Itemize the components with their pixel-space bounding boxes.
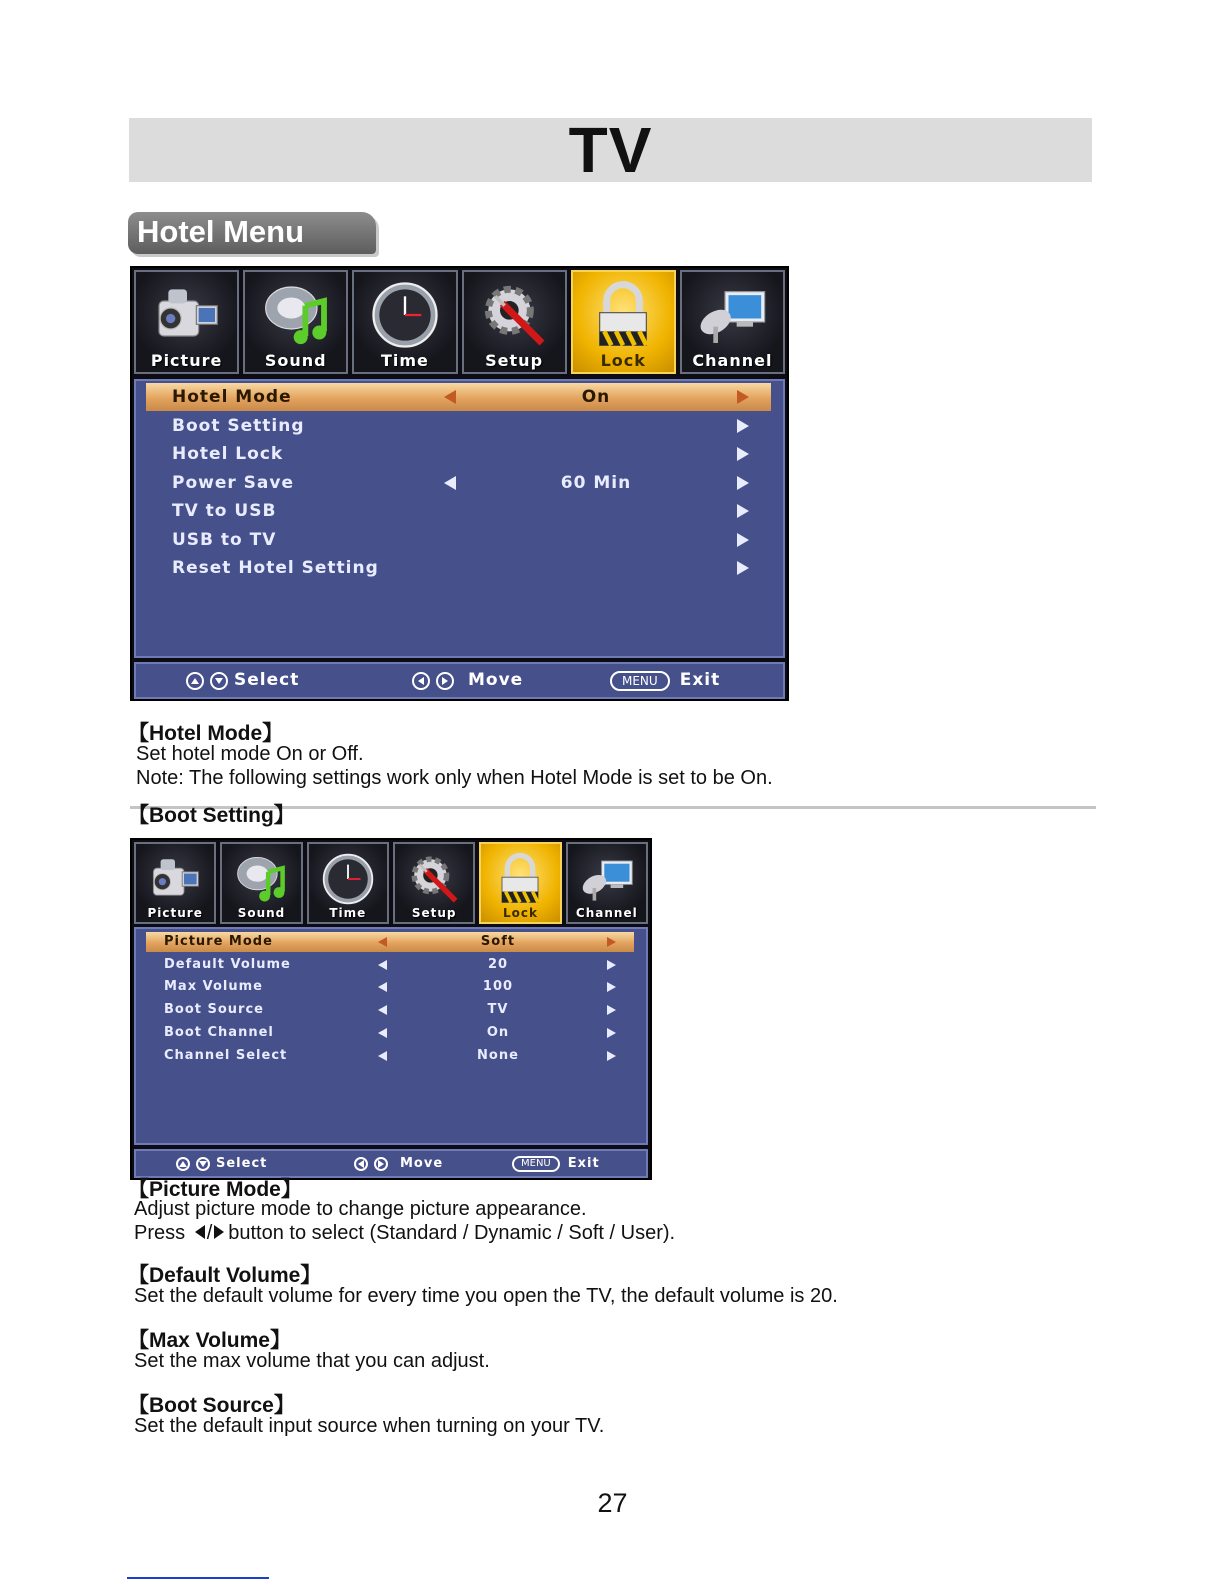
menu-row-label: Boot Setting — [172, 415, 305, 436]
exit-hint — [610, 664, 720, 697]
exit-hint — [512, 1151, 600, 1176]
default-volume-line1: Set the default volume for every time you open the TV, the default volume is 20. — [134, 1285, 838, 1307]
gear-screwdriver-icon — [479, 280, 549, 355]
tab-time[interactable] — [352, 270, 457, 374]
chevron-right-icon[interactable] — [607, 937, 616, 947]
tab-label: Setup — [485, 351, 544, 370]
move-label: Move — [468, 670, 524, 690]
right-icon — [374, 1157, 388, 1171]
chevron-right-icon[interactable] — [607, 982, 616, 992]
chevron-left-icon[interactable] — [378, 1005, 387, 1015]
left-arrow-icon — [195, 1225, 205, 1239]
footer-rule — [127, 1577, 269, 1579]
menu-row-value: Soft — [480, 934, 516, 949]
chevron-left-icon[interactable] — [378, 937, 387, 947]
picture-mode-line1: Adjust picture mode to change picture appearance. — [134, 1198, 587, 1220]
tab-lock[interactable] — [479, 842, 561, 924]
menu-row-label: Max Volume — [164, 979, 263, 995]
menu-row-label: Reset Hotel Setting — [172, 558, 379, 578]
down-icon — [196, 1157, 210, 1171]
tab-label: Time — [329, 906, 367, 920]
up-icon — [186, 672, 204, 690]
chevron-right-icon[interactable] — [737, 533, 749, 547]
hotel-mode-note: Note: The following settings work only when Hotel Mode is set to be On. — [136, 767, 773, 789]
chevron-right-icon[interactable] — [737, 561, 749, 575]
menu-row-label: Boot Channel — [164, 1024, 274, 1040]
boot-source-line1: Set the default input source when turning on your TV. — [134, 1415, 605, 1437]
chevron-right-icon[interactable] — [737, 504, 749, 518]
clock-icon — [321, 852, 375, 911]
section-title: Hotel Menu — [128, 212, 376, 254]
menu-key-icon: MENU — [610, 671, 670, 691]
max-volume-line1: Set the max volume that you can adjust. — [134, 1350, 490, 1372]
right-icon — [436, 672, 454, 690]
chevron-right-icon[interactable] — [607, 960, 616, 970]
tab-label: Picture — [150, 351, 223, 370]
tab-label: Channel — [575, 906, 638, 920]
osd-footer — [134, 662, 785, 699]
chevron-right-icon[interactable] — [737, 476, 749, 490]
tab-setup[interactable] — [462, 270, 567, 374]
menu-row-label: USB to TV — [172, 529, 277, 550]
satellite-monitor-icon — [580, 852, 634, 911]
tab-lock[interactable] — [571, 270, 676, 374]
menu-row-label: Hotel Mode — [172, 387, 292, 407]
gear-screwdriver-icon — [407, 852, 461, 911]
menu-row-label: Hotel Lock — [172, 444, 284, 464]
move-hint — [354, 1151, 443, 1176]
tab-label: Lock — [600, 351, 646, 370]
select-label: Select — [234, 670, 300, 690]
tab-label: Picture — [147, 906, 203, 920]
camcorder-icon — [152, 280, 222, 355]
boot-source-heading: 【Boot Source】 — [128, 1394, 295, 1417]
chevron-left-icon[interactable] — [378, 960, 387, 970]
tab-channel[interactable] — [566, 842, 648, 924]
tab-label: Channel — [692, 351, 773, 370]
menu-row-tv-to-usb[interactable] — [146, 497, 771, 525]
tab-label: Setup — [411, 906, 457, 920]
down-icon — [210, 672, 228, 690]
menu-row-picture-mode[interactable] — [146, 932, 634, 952]
menu-row-power-save[interactable] — [146, 469, 771, 497]
satellite-monitor-icon — [697, 280, 767, 355]
chevron-right-icon[interactable] — [607, 1051, 616, 1061]
chevron-left-icon[interactable] — [444, 390, 456, 404]
menu-row-usb-to-tv[interactable] — [146, 526, 771, 554]
move-hint — [412, 664, 523, 697]
default-volume-heading: 【Default Volume】 — [128, 1264, 322, 1287]
menu-row-boot-source[interactable] — [146, 1000, 634, 1020]
menu-row-reset-hotel-setting[interactable] — [146, 554, 771, 582]
menu-row-value: 100 — [482, 979, 514, 995]
menu-row-label: Picture Mode — [164, 934, 273, 949]
menu-row-channel-select[interactable] — [146, 1046, 634, 1066]
tab-sound[interactable] — [243, 270, 348, 374]
boot-setting-osd — [130, 838, 652, 1180]
chevron-right-icon[interactable] — [737, 419, 749, 433]
picture-mode-options: button to select (Standard / Dynamic / Soft / User). — [228, 1222, 676, 1244]
page-number: 27 — [597, 1488, 628, 1518]
chevron-right-icon[interactable] — [737, 390, 749, 404]
tab-picture[interactable] — [134, 842, 216, 924]
speaker-music-icon — [261, 280, 331, 355]
hotel-menu-panel — [134, 379, 785, 658]
move-label: Move — [400, 1156, 444, 1171]
tab-sound[interactable] — [220, 842, 302, 924]
tab-label: Sound — [264, 351, 327, 370]
picture-mode-heading: 【Picture Mode】 — [128, 1178, 302, 1201]
hotel-mode-line1: Set hotel mode On or Off. — [136, 743, 364, 765]
select-label: Select — [216, 1156, 268, 1171]
chevron-left-icon[interactable] — [378, 982, 387, 992]
menu-row-boot-channel[interactable] — [146, 1023, 634, 1043]
menu-row-value: None — [477, 1047, 519, 1063]
padlock-icon — [588, 280, 658, 355]
select-hint — [186, 664, 299, 697]
menu-row-label: Default Volume — [164, 956, 291, 972]
menu-row-value: TV — [487, 1002, 509, 1018]
tab-label: Time — [380, 351, 429, 370]
menu-row-value: 60 Min — [560, 472, 632, 493]
menu-row-hotel-lock[interactable] — [146, 440, 771, 468]
boot-setting-heading: 【Boot Setting】 — [128, 804, 295, 827]
tab-label: Sound — [237, 906, 286, 920]
chevron-right-icon[interactable] — [737, 447, 749, 461]
right-arrow-icon — [214, 1225, 224, 1239]
separator: / — [206, 1222, 213, 1244]
tab-picture[interactable] — [134, 270, 239, 374]
press-label: Press — [134, 1222, 186, 1244]
chevron-left-icon[interactable] — [378, 1051, 387, 1061]
menu-row-label: Power Save — [172, 472, 295, 493]
clock-icon — [370, 280, 440, 355]
banner-title: TV — [568, 114, 653, 186]
menu-row-value: 20 — [487, 956, 509, 972]
tab-setup[interactable] — [393, 842, 475, 924]
menu-key-icon: MENU — [512, 1156, 560, 1172]
exit-label: Exit — [679, 670, 721, 690]
picture-mode-line2 — [134, 1222, 675, 1245]
menu-row-value: On — [581, 387, 611, 407]
menu-row-label: TV to USB — [172, 501, 277, 521]
max-volume-heading: 【Max Volume】 — [128, 1329, 291, 1352]
exit-label: Exit — [567, 1156, 600, 1171]
up-icon — [176, 1157, 190, 1171]
padlock-icon — [493, 852, 547, 911]
camcorder-icon — [148, 852, 202, 911]
tab-time[interactable] — [307, 842, 389, 924]
speaker-music-icon — [234, 852, 288, 911]
page-banner — [129, 114, 1092, 186]
hotel-mode-heading: 【Hotel Mode】 — [128, 722, 284, 745]
osd-tab-bar — [134, 270, 785, 374]
menu-row-label: Channel Select — [164, 1047, 288, 1063]
menu-row-value: On — [486, 1024, 510, 1040]
menu-row-hotel-mode[interactable] — [146, 383, 771, 411]
menu-row-max-volume[interactable] — [146, 977, 634, 997]
osd-tab-bar — [134, 842, 648, 924]
chevron-left-icon[interactable] — [444, 476, 456, 490]
menu-row-boot-setting[interactable] — [146, 412, 771, 440]
hotel-menu-osd — [130, 266, 789, 701]
tab-label: Lock — [502, 906, 538, 920]
tab-channel[interactable] — [680, 270, 785, 374]
chevron-right-icon[interactable] — [607, 1028, 616, 1038]
menu-row-default-volume[interactable] — [146, 955, 634, 975]
left-icon — [412, 672, 430, 690]
menu-row-label: Boot Source — [164, 1002, 264, 1018]
chevron-right-icon[interactable] — [607, 1005, 616, 1015]
left-icon — [354, 1157, 368, 1171]
boot-setting-panel — [134, 927, 648, 1145]
chevron-left-icon[interactable] — [378, 1028, 387, 1038]
